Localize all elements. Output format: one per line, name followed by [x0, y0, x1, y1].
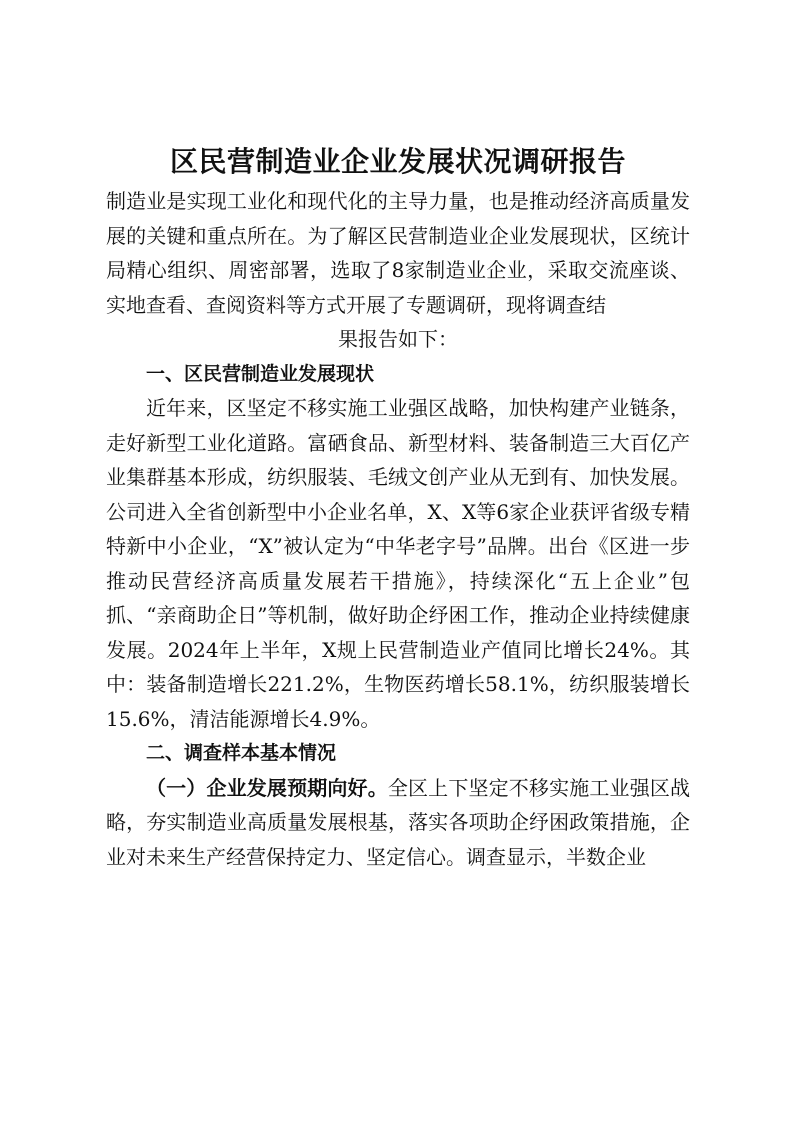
intro-paragraph: 制造业是实现工业化和现代化的主导力量，也是推动经济高质量发展的关键和重点所在。为了解区民营制造业企业发展现状，区统计局精心组织、周密部署，选取了8家制造业企业，采取交流座谈、实地查看、查阅资料等方式开展了专题调研，现将调查结	[106, 189, 690, 317]
section-1-body: 近年来，区坚定不移实施工业强区战略，加快构建产业链条，走好新型工业化道路。富硒食品、新型材料、装备制造三大百亿产业集群基本形成，纺织服装、毛绒文创产业从无到有、加快发展。公司进入全省创新型中小企业名单，X、X等6家企业获评省级专精特新中小企业，“X”被认定为“中华老字号”品牌。出台《区进一步推动民营经济高质量发展若干措施》，持续深化“五上企业”包抓、“亲商助企日”等机制，做好助企纾困工作，推动企业持续健康发展。2024年上半年，X规上民营制造业产值同比增长24%。其中：装备制造增长221.2%，生物医药增长58.1%，纺织服装增长15.6%，清洁能源增长4.9%。	[106, 396, 690, 731]
intro-paragraph-last-line: 果报告如下：	[338, 327, 458, 351]
section-heading-2: 二、调查样本基本情况	[146, 742, 337, 764]
section-heading-1: 一、区民营制造业发展现状	[146, 362, 375, 385]
section-2-item-1-body: 全区上下坚定不移实施工业强区战略，夯实制造业高质量发展根基，落实各项助企纾困政策措施，企业对未来生产经营保持定力、坚定信心。调查显示，半数企业	[106, 775, 691, 869]
document-title: 区民营制造业企业发展状况调研报告	[169, 145, 626, 178]
section-2-item-1-label: （一）企业发展预期向好。	[146, 775, 388, 800]
document-page	[106, 140, 690, 874]
section-2-item-1	[106, 771, 690, 875]
